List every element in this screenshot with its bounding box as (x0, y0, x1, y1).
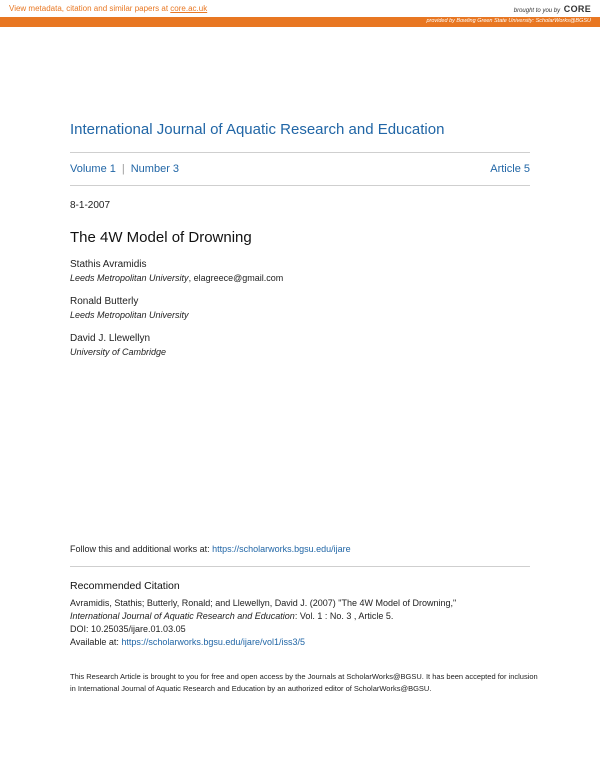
citation-line-1: Avramidis, Stathis; Butterly, Ronald; and Llewellyn, David J. (2007) "The 4W Model of Drowning," (70, 598, 457, 608)
author-affiliation (70, 273, 283, 283)
follow-link[interactable]: https://scholarworks.bgsu.edu/ijare (212, 544, 351, 554)
citation-heading: Recommended Citation (70, 580, 180, 592)
number-link[interactable]: Number 3 (130, 163, 180, 175)
citation-volume-info: : Vol. 1 : No. 3 , Article 5. (294, 611, 394, 621)
header-divider-top (70, 152, 530, 153)
author-email: , elagreece@gmail.com (188, 273, 284, 283)
access-statement: This Research Article is brought to you for free and open access by the Journals at ScholarWorks@BGSU. It has been accepted for inclusion in International Journal of Aquatic Research and Education by an authorized editor of ScholarWorks@BGSU. (70, 672, 538, 693)
provided-by-text: provided by Bowling Green State University: ScholarWorks@BGSU (426, 18, 591, 24)
brought-by-text: brought to you by (513, 8, 561, 14)
core-branding (514, 4, 591, 14)
citation-block (70, 597, 540, 649)
article-link[interactable]: Article 5 (490, 163, 530, 175)
provider-bar (0, 17, 600, 27)
affiliation-name: Leeds Metropolitan University (70, 310, 189, 320)
affiliation-name: Leeds Metropolitan University (70, 273, 189, 283)
core-site-link[interactable]: core.ac.uk (170, 4, 208, 13)
follow-text: Follow this and additional works at: (70, 544, 213, 554)
author-name: David J. Llewellyn (70, 333, 151, 344)
available-link[interactable]: https://scholarworks.bgsu.edu/ijare/vol1/iss3/5 (121, 637, 305, 647)
available-prefix: Available at: (70, 637, 122, 647)
divider: | (121, 163, 125, 175)
citation-journal: International Journal of Aquatic Research and Education (70, 611, 295, 621)
core-logo-text: CORE (563, 4, 591, 14)
volume-link[interactable]: Volume 1 (70, 163, 116, 175)
citation-divider (70, 566, 530, 567)
header-divider-bottom (70, 185, 530, 186)
author-affiliation (70, 347, 166, 357)
metadata-link[interactable] (9, 4, 207, 13)
citation-line-2 (70, 610, 540, 623)
paper-title: The 4W Model of Drowning (70, 229, 252, 246)
metadata-link-prefix: View metadata, citation and similar papers at (9, 4, 171, 13)
author-affiliation (70, 310, 189, 320)
author-name: Ronald Butterly (70, 296, 139, 307)
journal-title[interactable]: International Journal of Aquatic Research and Education (70, 121, 445, 138)
citation-doi: DOI: 10.25035/ijare.01.03.05 (70, 624, 186, 634)
citation-available (70, 636, 540, 649)
author-name: Stathis Avramidis (70, 259, 147, 270)
volume-number (70, 163, 179, 175)
publication-date: 8-1-2007 (70, 200, 111, 211)
follow-line (70, 544, 351, 554)
affiliation-name: University of Cambridge (70, 347, 167, 357)
